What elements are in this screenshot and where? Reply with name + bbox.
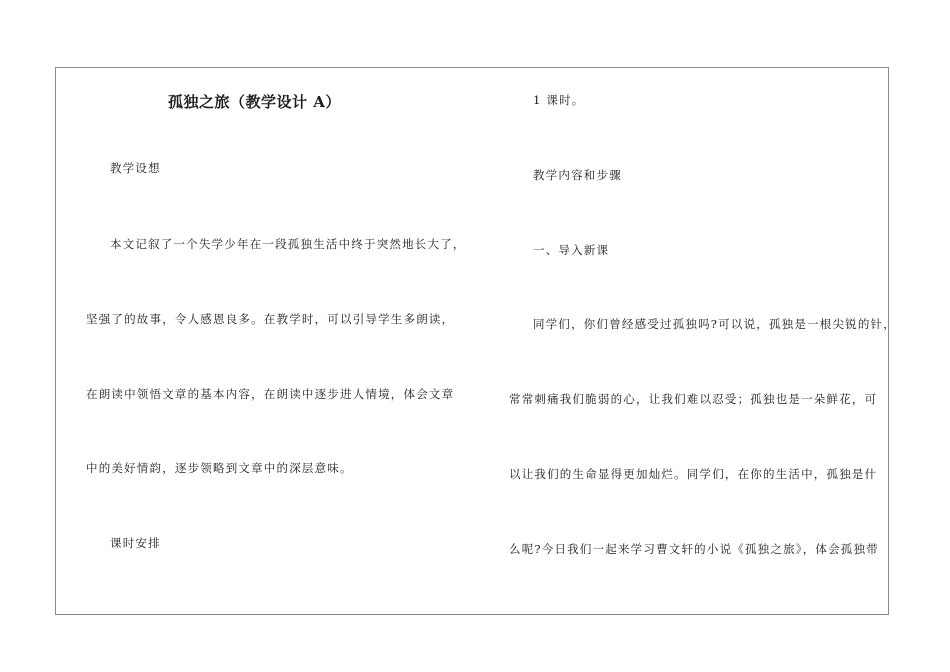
document-title: 孤独之旅（教学设计 A） <box>168 93 341 111</box>
paragraph-line: 常常刺痛我们脆弱的心，让我们难以忍受；孤独也是一朵鲜花，可 <box>509 392 878 406</box>
paragraph-line: 本文记叙了一个失学少年在一段孤独生活中终于突然地长大了， <box>110 237 466 251</box>
paragraph-line: 么呢?今日我们一起来学习曹文轩的小说《孤独之旅》，体会孤独带 <box>509 542 879 556</box>
heading-class-schedule: 课时安排 <box>110 536 161 550</box>
paragraph-line: 在朗读中领悟文章的基本内容，在朗读中逐步进人情境，体会文章 <box>86 387 455 401</box>
heading-teaching-steps: 教学内容和步骤 <box>533 168 622 182</box>
page-frame <box>55 67 889 615</box>
schedule-text: 1 课时。 <box>533 93 585 107</box>
heading-section-intro: 一、导入新课 <box>533 243 610 257</box>
paragraph-line: 坚强了的故事，令人感恩良多。在教学时，可以引导学生多朗读， <box>86 312 455 326</box>
paragraph-line: 中的美好情韵，逐步领略到文章中的深层意味。 <box>86 461 353 475</box>
heading-teaching-design: 教学设想 <box>110 161 161 175</box>
paragraph-line: 同学们，你们曾经感受过孤独吗?可以说，孤独是一根尖锐的针， <box>533 317 896 331</box>
paragraph-line: 以让我们的生命显得更加灿烂。同学们，在你的生活中，孤独是什 <box>509 467 878 481</box>
